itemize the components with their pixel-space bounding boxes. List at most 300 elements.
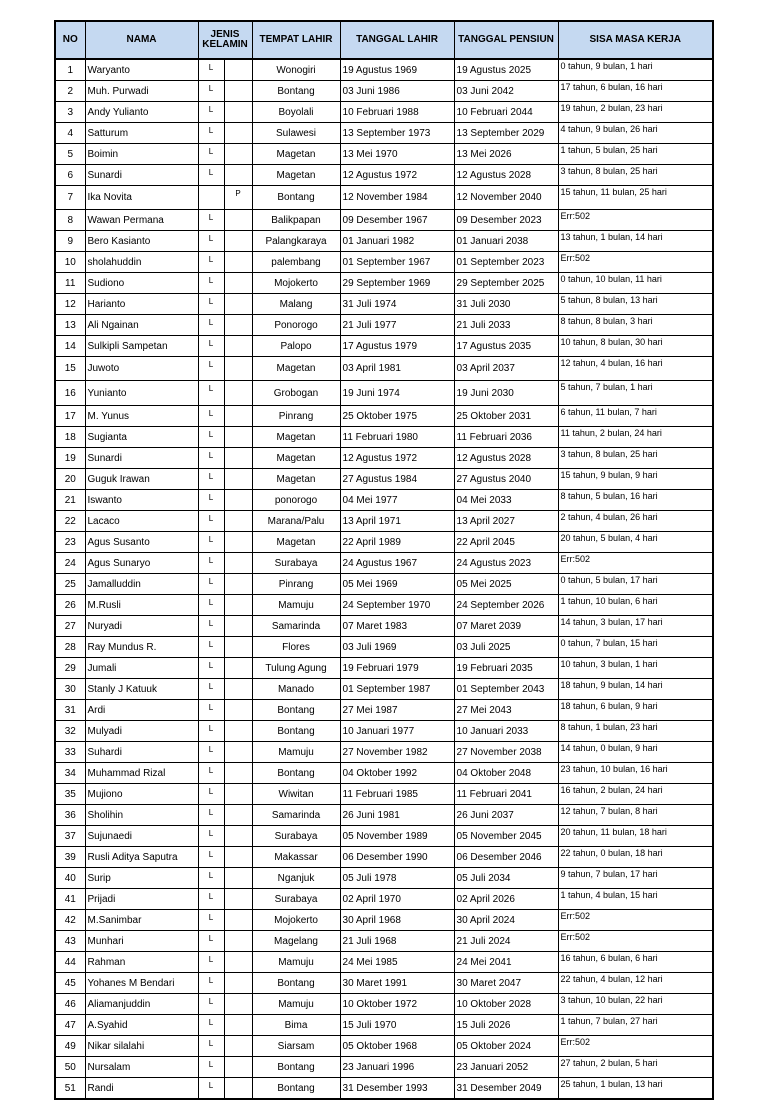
cell-jenis-kelamin-p xyxy=(224,490,252,511)
table-row xyxy=(55,763,713,784)
cell-tanggal-lahir: 17 Agustus 1979 xyxy=(340,336,454,357)
cell-nama: Ray Mundus R. xyxy=(85,637,198,658)
cell-nama: Harianto xyxy=(85,294,198,315)
cell-no: 45 xyxy=(55,973,85,994)
table-row xyxy=(55,165,713,186)
cell-no: 12 xyxy=(55,294,85,315)
cell-no: 1 xyxy=(55,59,85,81)
cell-no: 40 xyxy=(55,868,85,889)
table-row xyxy=(55,616,713,637)
cell-tempat-lahir: Mamuju xyxy=(252,952,340,973)
cell-tanggal-lahir: 27 Mei 1987 xyxy=(340,700,454,721)
cell-tanggal-pensiun: 04 Mei 2033 xyxy=(454,490,558,511)
cell-jenis-kelamin-p xyxy=(224,59,252,81)
cell-jenis-kelamin-p: P xyxy=(224,186,252,210)
cell-tanggal-lahir: 12 November 1984 xyxy=(340,186,454,210)
cell-tempat-lahir: Bontang xyxy=(252,1057,340,1078)
cell-tanggal-lahir: 05 November 1989 xyxy=(340,826,454,847)
cell-sisa-masa-kerja: 8 tahun, 1 bulan, 23 hari xyxy=(558,721,713,742)
cell-tempat-lahir: ponorogo xyxy=(252,490,340,511)
cell-tanggal-pensiun: 06 Desember 2046 xyxy=(454,847,558,868)
cell-no: 35 xyxy=(55,784,85,805)
cell-tanggal-pensiun: 27 November 2038 xyxy=(454,742,558,763)
cell-tanggal-pensiun: 03 Juli 2025 xyxy=(454,637,558,658)
cell-nama: Waryanto xyxy=(85,59,198,81)
cell-no: 19 xyxy=(55,448,85,469)
table-row xyxy=(55,595,713,616)
cell-no: 8 xyxy=(55,210,85,231)
cell-no: 29 xyxy=(55,658,85,679)
cell-no: 47 xyxy=(55,1015,85,1036)
cell-jenis-kelamin-p xyxy=(224,952,252,973)
table-row xyxy=(55,59,713,81)
cell-tanggal-lahir: 05 Juli 1978 xyxy=(340,868,454,889)
table-row xyxy=(55,973,713,994)
table-body xyxy=(55,59,713,1099)
cell-nama: Agus Susanto xyxy=(85,532,198,553)
cell-tanggal-pensiun: 19 Februari 2035 xyxy=(454,658,558,679)
cell-sisa-masa-kerja: 4 tahun, 9 bulan, 26 hari xyxy=(558,123,713,144)
cell-tanggal-pensiun: 24 Agustus 2023 xyxy=(454,553,558,574)
cell-jenis-kelamin-p xyxy=(224,931,252,952)
cell-jenis-kelamin-l: L xyxy=(198,868,224,889)
cell-jenis-kelamin-p xyxy=(224,532,252,553)
cell-nama: Sulkipli Sampetan xyxy=(85,336,198,357)
cell-tanggal-lahir: 01 September 1987 xyxy=(340,679,454,700)
cell-no: 44 xyxy=(55,952,85,973)
cell-no: 24 xyxy=(55,553,85,574)
table-row xyxy=(55,994,713,1015)
cell-no: 28 xyxy=(55,637,85,658)
cell-tanggal-lahir: 06 Desember 1990 xyxy=(340,847,454,868)
cell-jenis-kelamin-p xyxy=(224,427,252,448)
cell-tempat-lahir: Pinrang xyxy=(252,574,340,595)
cell-jenis-kelamin-p xyxy=(224,742,252,763)
cell-tanggal-lahir: 02 April 1970 xyxy=(340,889,454,910)
cell-nama: Ali Ngainan xyxy=(85,315,198,336)
cell-nama: Munhari xyxy=(85,931,198,952)
cell-tanggal-lahir: 11 Februari 1980 xyxy=(340,427,454,448)
cell-tempat-lahir: Ponorogo xyxy=(252,315,340,336)
cell-tanggal-lahir: 13 September 1973 xyxy=(340,123,454,144)
cell-no: 13 xyxy=(55,315,85,336)
cell-nama: M.Sanimbar xyxy=(85,910,198,931)
cell-tanggal-pensiun: 19 Agustus 2025 xyxy=(454,59,558,81)
employee-table xyxy=(54,20,714,1100)
cell-jenis-kelamin-p xyxy=(224,700,252,721)
cell-nama: Jamalluddin xyxy=(85,574,198,595)
cell-tanggal-lahir: 03 Juli 1969 xyxy=(340,637,454,658)
table-row xyxy=(55,826,713,847)
cell-jenis-kelamin-l: L xyxy=(198,490,224,511)
cell-tanggal-lahir: 12 Agustus 1972 xyxy=(340,448,454,469)
cell-jenis-kelamin-p xyxy=(224,994,252,1015)
cell-jenis-kelamin-p xyxy=(224,616,252,637)
table-row xyxy=(55,469,713,490)
cell-no: 41 xyxy=(55,889,85,910)
cell-tanggal-lahir: 27 Agustus 1984 xyxy=(340,469,454,490)
cell-nama: Juwoto xyxy=(85,357,198,381)
cell-tanggal-lahir: 03 Juni 1986 xyxy=(340,81,454,102)
cell-sisa-masa-kerja: 1 tahun, 5 bulan, 25 hari xyxy=(558,144,713,165)
cell-jenis-kelamin-p xyxy=(224,595,252,616)
cell-no: 37 xyxy=(55,826,85,847)
cell-nama: Bero Kasianto xyxy=(85,231,198,252)
cell-jenis-kelamin-l: L xyxy=(198,511,224,532)
table-row xyxy=(55,336,713,357)
cell-jenis-kelamin-l: L xyxy=(198,406,224,427)
cell-tempat-lahir: Bima xyxy=(252,1015,340,1036)
cell-nama: Sujunaedi xyxy=(85,826,198,847)
cell-jenis-kelamin-p xyxy=(224,910,252,931)
cell-no: 6 xyxy=(55,165,85,186)
cell-sisa-masa-kerja: 0 tahun, 9 bulan, 1 hari xyxy=(558,59,713,81)
table-row xyxy=(55,1036,713,1057)
cell-tanggal-lahir: 04 Mei 1977 xyxy=(340,490,454,511)
cell-tempat-lahir: Mojokerto xyxy=(252,910,340,931)
cell-jenis-kelamin-p xyxy=(224,357,252,381)
cell-jenis-kelamin-l: L xyxy=(198,336,224,357)
cell-tempat-lahir: Makassar xyxy=(252,847,340,868)
table-row xyxy=(55,210,713,231)
table-row xyxy=(55,868,713,889)
table-row xyxy=(55,1015,713,1036)
cell-tempat-lahir: Malang xyxy=(252,294,340,315)
table-row xyxy=(55,574,713,595)
cell-jenis-kelamin-l: L xyxy=(198,1015,224,1036)
cell-no: 9 xyxy=(55,231,85,252)
cell-jenis-kelamin-p xyxy=(224,679,252,700)
cell-nama: Suhardi xyxy=(85,742,198,763)
cell-tanggal-pensiun: 05 November 2045 xyxy=(454,826,558,847)
cell-jenis-kelamin-l: L xyxy=(198,700,224,721)
cell-tanggal-lahir: 01 Januari 1982 xyxy=(340,231,454,252)
cell-sisa-masa-kerja: 0 tahun, 7 bulan, 15 hari xyxy=(558,637,713,658)
cell-no: 7 xyxy=(55,186,85,210)
cell-tempat-lahir: Magetan xyxy=(252,144,340,165)
cell-tanggal-pensiun: 11 Februari 2041 xyxy=(454,784,558,805)
cell-no: 22 xyxy=(55,511,85,532)
cell-jenis-kelamin-l: L xyxy=(198,81,224,102)
cell-sisa-masa-kerja: 19 tahun, 2 bulan, 23 hari xyxy=(558,102,713,123)
cell-tempat-lahir: Mamuju xyxy=(252,595,340,616)
cell-jenis-kelamin-p xyxy=(224,81,252,102)
cell-tanggal-lahir: 24 Agustus 1967 xyxy=(340,553,454,574)
cell-jenis-kelamin-l: L xyxy=(198,679,224,700)
cell-jenis-kelamin-p xyxy=(224,868,252,889)
cell-tanggal-lahir: 10 Januari 1977 xyxy=(340,721,454,742)
cell-tempat-lahir: Bontang xyxy=(252,81,340,102)
cell-no: 26 xyxy=(55,595,85,616)
cell-jenis-kelamin-l: L xyxy=(198,658,224,679)
cell-sisa-masa-kerja: 6 tahun, 11 bulan, 7 hari xyxy=(558,406,713,427)
cell-jenis-kelamin-p xyxy=(224,469,252,490)
cell-tanggal-lahir: 21 Juli 1968 xyxy=(340,931,454,952)
cell-sisa-masa-kerja: 14 tahun, 3 bulan, 17 hari xyxy=(558,616,713,637)
cell-nama: Nuryadi xyxy=(85,616,198,637)
cell-no: 30 xyxy=(55,679,85,700)
cell-no: 49 xyxy=(55,1036,85,1057)
cell-tanggal-lahir: 26 Juni 1981 xyxy=(340,805,454,826)
cell-tanggal-lahir: 25 Oktober 1975 xyxy=(340,406,454,427)
cell-jenis-kelamin-l: L xyxy=(198,553,224,574)
cell-tempat-lahir: Mamuju xyxy=(252,994,340,1015)
cell-jenis-kelamin-p xyxy=(224,231,252,252)
cell-no: 34 xyxy=(55,763,85,784)
cell-tanggal-pensiun: 21 Juli 2024 xyxy=(454,931,558,952)
cell-tanggal-lahir: 05 Oktober 1968 xyxy=(340,1036,454,1057)
table-row xyxy=(55,102,713,123)
cell-tanggal-pensiun: 01 September 2043 xyxy=(454,679,558,700)
cell-nama: Satturum xyxy=(85,123,198,144)
cell-nama: Boimin xyxy=(85,144,198,165)
cell-jenis-kelamin-l: L xyxy=(198,532,224,553)
cell-sisa-masa-kerja: 10 tahun, 3 bulan, 1 hari xyxy=(558,658,713,679)
cell-jenis-kelamin-l: L xyxy=(198,931,224,952)
cell-tanggal-lahir: 05 Mei 1969 xyxy=(340,574,454,595)
cell-jenis-kelamin-l: L xyxy=(198,102,224,123)
cell-sisa-masa-kerja: 23 tahun, 10 bulan, 16 hari xyxy=(558,763,713,784)
cell-no: 16 xyxy=(55,381,85,406)
cell-tempat-lahir: Balikpapan xyxy=(252,210,340,231)
cell-tanggal-pensiun: 01 Januari 2038 xyxy=(454,231,558,252)
cell-tanggal-pensiun: 05 Juli 2034 xyxy=(454,868,558,889)
cell-sisa-masa-kerja: 13 tahun, 1 bulan, 14 hari xyxy=(558,231,713,252)
header-tempat-lahir: TEMPAT LAHIR xyxy=(252,21,340,59)
cell-sisa-masa-kerja: Err:502 xyxy=(558,1036,713,1057)
table-row xyxy=(55,952,713,973)
cell-nama: Sugianta xyxy=(85,427,198,448)
cell-tempat-lahir: Palopo xyxy=(252,336,340,357)
cell-tanggal-pensiun: 30 April 2024 xyxy=(454,910,558,931)
cell-sisa-masa-kerja: 8 tahun, 8 bulan, 3 hari xyxy=(558,315,713,336)
cell-no: 43 xyxy=(55,931,85,952)
cell-no: 17 xyxy=(55,406,85,427)
cell-sisa-masa-kerja: 1 tahun, 7 bulan, 27 hari xyxy=(558,1015,713,1036)
table-row xyxy=(55,805,713,826)
cell-nama: Randi xyxy=(85,1078,198,1100)
cell-jenis-kelamin-p xyxy=(224,315,252,336)
cell-jenis-kelamin-l: L xyxy=(198,847,224,868)
cell-no: 14 xyxy=(55,336,85,357)
cell-tempat-lahir: Mojokerto xyxy=(252,273,340,294)
cell-nama: Rahman xyxy=(85,952,198,973)
table-row xyxy=(55,427,713,448)
cell-no: 50 xyxy=(55,1057,85,1078)
cell-jenis-kelamin-l: L xyxy=(198,294,224,315)
cell-no: 51 xyxy=(55,1078,85,1100)
cell-sisa-masa-kerja: Err:502 xyxy=(558,553,713,574)
cell-tempat-lahir: Boyolali xyxy=(252,102,340,123)
cell-tempat-lahir: Magelang xyxy=(252,931,340,952)
cell-no: 20 xyxy=(55,469,85,490)
cell-tanggal-lahir: 15 Juli 1970 xyxy=(340,1015,454,1036)
cell-tempat-lahir: Tulung Agung xyxy=(252,658,340,679)
cell-tempat-lahir: Bontang xyxy=(252,721,340,742)
cell-tanggal-pensiun: 10 Januari 2033 xyxy=(454,721,558,742)
cell-jenis-kelamin-l: L xyxy=(198,805,224,826)
table-row xyxy=(55,931,713,952)
cell-tempat-lahir: Magetan xyxy=(252,469,340,490)
cell-tempat-lahir: palembang xyxy=(252,252,340,273)
cell-nama: Muhammad Rizal xyxy=(85,763,198,784)
header-tanggal-lahir: TANGGAL LAHIR xyxy=(340,21,454,59)
cell-tanggal-lahir: 24 September 1970 xyxy=(340,595,454,616)
table-row xyxy=(55,637,713,658)
cell-tanggal-pensiun: 26 Juni 2037 xyxy=(454,805,558,826)
table-row xyxy=(55,658,713,679)
cell-sisa-masa-kerja: 22 tahun, 0 bulan, 18 hari xyxy=(558,847,713,868)
table-row xyxy=(55,357,713,381)
cell-sisa-masa-kerja: 20 tahun, 11 bulan, 18 hari xyxy=(558,826,713,847)
cell-no: 5 xyxy=(55,144,85,165)
cell-jenis-kelamin-p xyxy=(224,406,252,427)
cell-tanggal-pensiun: 19 Juni 2030 xyxy=(454,381,558,406)
cell-tempat-lahir: Magetan xyxy=(252,357,340,381)
cell-nama: Sunardi xyxy=(85,165,198,186)
cell-tanggal-lahir: 23 Januari 1996 xyxy=(340,1057,454,1078)
cell-tempat-lahir: Samarinda xyxy=(252,616,340,637)
cell-jenis-kelamin-l: L xyxy=(198,144,224,165)
header-tanggal-pensiun: TANGGAL PENSIUN xyxy=(454,21,558,59)
cell-jenis-kelamin-p xyxy=(224,973,252,994)
cell-sisa-masa-kerja: 17 tahun, 6 bulan, 16 hari xyxy=(558,81,713,102)
cell-jenis-kelamin-p xyxy=(224,336,252,357)
cell-tanggal-lahir: 30 April 1968 xyxy=(340,910,454,931)
cell-jenis-kelamin-l: L xyxy=(198,1036,224,1057)
cell-jenis-kelamin-p xyxy=(224,294,252,315)
table-row xyxy=(55,231,713,252)
cell-nama: Agus Sunaryo xyxy=(85,553,198,574)
cell-tanggal-lahir: 24 Mei 1985 xyxy=(340,952,454,973)
cell-jenis-kelamin-l: L xyxy=(198,952,224,973)
cell-nama: Sunardi xyxy=(85,448,198,469)
table-row xyxy=(55,1078,713,1100)
cell-tanggal-pensiun: 12 Agustus 2028 xyxy=(454,448,558,469)
cell-tempat-lahir: Bontang xyxy=(252,973,340,994)
cell-nama: Sudiono xyxy=(85,273,198,294)
cell-tanggal-pensiun: 03 April 2037 xyxy=(454,357,558,381)
header-sisa-masa-kerja: SISA MASA KERJA xyxy=(558,21,713,59)
cell-tanggal-pensiun: 23 Januari 2052 xyxy=(454,1057,558,1078)
cell-no: 2 xyxy=(55,81,85,102)
cell-nama: Mulyadi xyxy=(85,721,198,742)
cell-no: 11 xyxy=(55,273,85,294)
cell-sisa-masa-kerja: 18 tahun, 9 bulan, 14 hari xyxy=(558,679,713,700)
table-row xyxy=(55,252,713,273)
cell-jenis-kelamin-l: L xyxy=(198,826,224,847)
cell-tanggal-pensiun: 10 Oktober 2028 xyxy=(454,994,558,1015)
cell-jenis-kelamin-p xyxy=(224,784,252,805)
cell-jenis-kelamin-l: L xyxy=(198,210,224,231)
cell-tanggal-lahir: 01 September 1967 xyxy=(340,252,454,273)
cell-tempat-lahir: Samarinda xyxy=(252,805,340,826)
cell-jenis-kelamin-l: L xyxy=(198,381,224,406)
cell-tanggal-pensiun: 09 Desember 2023 xyxy=(454,210,558,231)
cell-jenis-kelamin-p xyxy=(224,1057,252,1078)
cell-sisa-masa-kerja: 3 tahun, 10 bulan, 22 hari xyxy=(558,994,713,1015)
header-nama: NAMA xyxy=(85,21,198,59)
cell-tempat-lahir: Mamuju xyxy=(252,742,340,763)
cell-tempat-lahir: Flores xyxy=(252,637,340,658)
cell-sisa-masa-kerja: 18 tahun, 6 bulan, 9 hari xyxy=(558,700,713,721)
cell-sisa-masa-kerja: Err:502 xyxy=(558,210,713,231)
cell-tempat-lahir: Surabaya xyxy=(252,889,340,910)
cell-tempat-lahir: Wonogiri xyxy=(252,59,340,81)
cell-sisa-masa-kerja: 1 tahun, 4 bulan, 15 hari xyxy=(558,889,713,910)
table-row xyxy=(55,847,713,868)
cell-nama: Iswanto xyxy=(85,490,198,511)
header-no: NO xyxy=(55,21,85,59)
cell-jenis-kelamin-p xyxy=(224,847,252,868)
cell-jenis-kelamin-l: L xyxy=(198,595,224,616)
cell-no: 4 xyxy=(55,123,85,144)
cell-tempat-lahir: Nganjuk xyxy=(252,868,340,889)
cell-tanggal-pensiun: 31 Desember 2049 xyxy=(454,1078,558,1100)
cell-tanggal-pensiun: 13 Mei 2026 xyxy=(454,144,558,165)
cell-no: 3 xyxy=(55,102,85,123)
cell-nama: Lacaco xyxy=(85,511,198,532)
cell-tanggal-lahir: 27 November 1982 xyxy=(340,742,454,763)
cell-nama: Jumali xyxy=(85,658,198,679)
cell-nama: Aliamanjuddin xyxy=(85,994,198,1015)
cell-sisa-masa-kerja: 16 tahun, 6 bulan, 6 hari xyxy=(558,952,713,973)
cell-jenis-kelamin-p xyxy=(224,721,252,742)
table-row xyxy=(55,294,713,315)
table-row xyxy=(55,273,713,294)
cell-nama: Yohanes M Bendari xyxy=(85,973,198,994)
cell-sisa-masa-kerja: 1 tahun, 10 bulan, 6 hari xyxy=(558,595,713,616)
cell-tanggal-lahir: 31 Juli 1974 xyxy=(340,294,454,315)
cell-tanggal-pensiun: 17 Agustus 2035 xyxy=(454,336,558,357)
cell-sisa-masa-kerja: 14 tahun, 0 bulan, 9 hari xyxy=(558,742,713,763)
cell-nama: sholahuddin xyxy=(85,252,198,273)
table-row xyxy=(55,532,713,553)
table-row xyxy=(55,186,713,210)
table-row xyxy=(55,1057,713,1078)
cell-tanggal-pensiun: 05 Oktober 2024 xyxy=(454,1036,558,1057)
cell-tempat-lahir: Magetan xyxy=(252,427,340,448)
cell-tempat-lahir: Bontang xyxy=(252,186,340,210)
cell-nama: Ardi xyxy=(85,700,198,721)
cell-nama: Mujiono xyxy=(85,784,198,805)
cell-no: 15 xyxy=(55,357,85,381)
cell-tanggal-pensiun: 24 Mei 2041 xyxy=(454,952,558,973)
cell-jenis-kelamin-l: L xyxy=(198,574,224,595)
cell-tanggal-lahir: 07 Maret 1983 xyxy=(340,616,454,637)
cell-jenis-kelamin-l: L xyxy=(198,165,224,186)
cell-sisa-masa-kerja: 15 tahun, 9 bulan, 9 hari xyxy=(558,469,713,490)
cell-jenis-kelamin-l: L xyxy=(198,231,224,252)
cell-sisa-masa-kerja: 9 tahun, 7 bulan, 17 hari xyxy=(558,868,713,889)
cell-jenis-kelamin-l: L xyxy=(198,448,224,469)
cell-tanggal-pensiun: 29 September 2025 xyxy=(454,273,558,294)
cell-tempat-lahir: Magetan xyxy=(252,448,340,469)
table-row xyxy=(55,511,713,532)
cell-tanggal-pensiun: 22 April 2045 xyxy=(454,532,558,553)
table-row xyxy=(55,381,713,406)
cell-nama: Rusli Aditya Saputra xyxy=(85,847,198,868)
cell-no: 46 xyxy=(55,994,85,1015)
cell-no: 32 xyxy=(55,721,85,742)
cell-sisa-masa-kerja: 12 tahun, 4 bulan, 16 hari xyxy=(558,357,713,381)
cell-tanggal-lahir: 30 Maret 1991 xyxy=(340,973,454,994)
cell-sisa-masa-kerja: 5 tahun, 8 bulan, 13 hari xyxy=(558,294,713,315)
cell-no: 18 xyxy=(55,427,85,448)
cell-jenis-kelamin-l: L xyxy=(198,315,224,336)
cell-jenis-kelamin-l: L xyxy=(198,763,224,784)
cell-nama: Nikar silalahi xyxy=(85,1036,198,1057)
